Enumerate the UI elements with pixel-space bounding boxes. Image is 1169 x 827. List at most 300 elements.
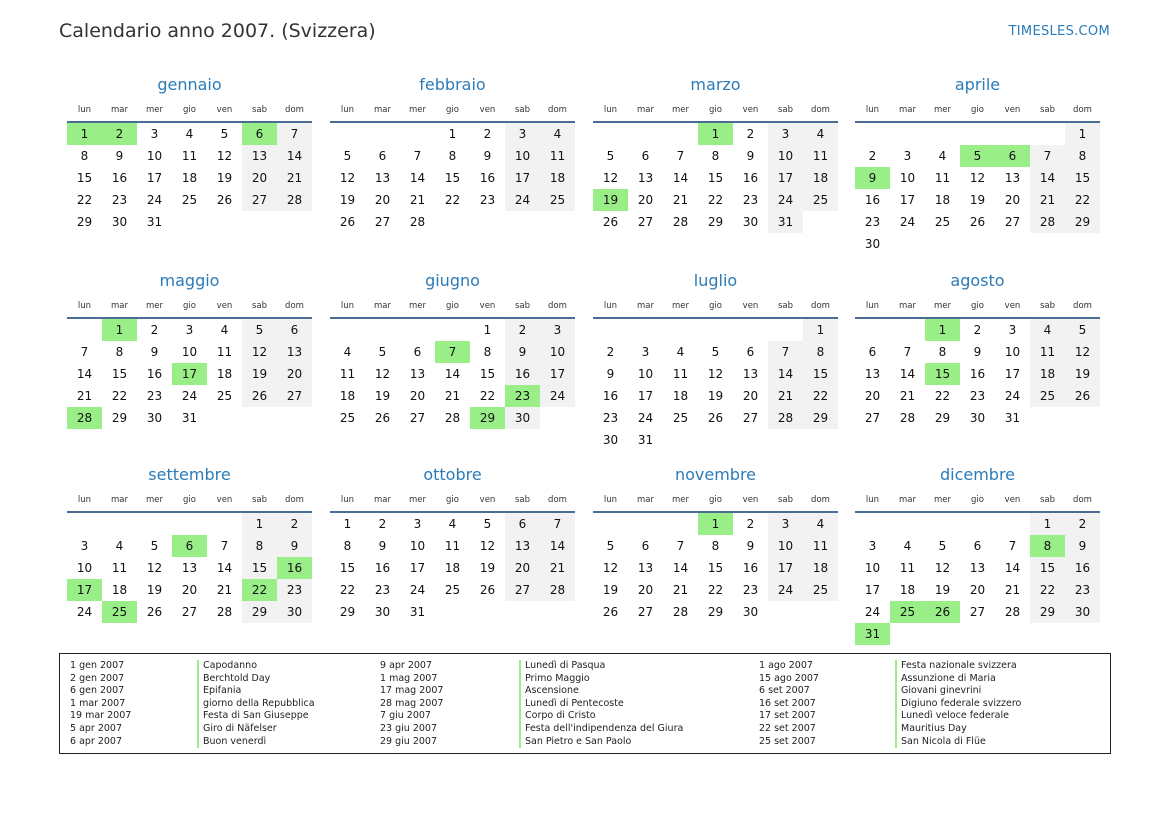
weekday-label: lun — [603, 105, 618, 115]
holiday-day: 16 — [277, 557, 312, 579]
weekday-label: mer — [408, 301, 426, 311]
week-row — [67, 535, 312, 557]
empty-cell — [207, 407, 242, 429]
empty-cell — [207, 211, 242, 233]
empty-cell — [925, 123, 960, 145]
day-cell: 12 — [602, 171, 619, 185]
day-cell: 3 — [185, 323, 194, 337]
empty-cell — [925, 233, 960, 255]
day-cell: 16 — [864, 193, 881, 207]
legend-names-2 — [519, 660, 683, 748]
weekend-day: 10 — [505, 145, 540, 167]
empty-cell — [890, 513, 925, 535]
weekend-day: 17 — [768, 167, 803, 189]
day-cell: 31 — [146, 215, 163, 229]
week-row — [855, 233, 1100, 255]
day-cell: 19 — [374, 389, 391, 403]
weekday-label: sab — [777, 301, 794, 311]
day-cell: 17 — [899, 193, 916, 207]
week-row — [67, 579, 312, 601]
legend-holiday-date: 16 set 2007 — [759, 697, 816, 709]
week-row — [855, 145, 1100, 167]
week-row — [67, 557, 312, 579]
day-cell: 3 — [903, 149, 912, 163]
legend-holiday-name: Lunedì di Pasqua — [519, 660, 683, 673]
day-cell: 26 — [969, 215, 986, 229]
empty-cell — [277, 211, 312, 233]
weekday-header — [855, 487, 1100, 513]
day-cell: 19 — [707, 389, 724, 403]
holiday-day: 28 — [67, 407, 102, 429]
weekday-label: gio — [183, 105, 196, 115]
weekend-day: 9 — [1065, 535, 1100, 557]
week-row — [330, 601, 575, 623]
empty-cell — [960, 123, 995, 145]
weekend-day: 18 — [803, 557, 838, 579]
week-row — [855, 407, 1100, 429]
day-cell: 25 — [339, 411, 356, 425]
month-name: marzo — [690, 75, 741, 94]
holiday-day: 25 — [890, 601, 925, 623]
day-cell: 7 — [80, 345, 89, 359]
day-cell: 27 — [1004, 215, 1021, 229]
day-cell: 12 — [339, 171, 356, 185]
empty-cell — [960, 623, 995, 645]
day-cell: 7 — [903, 345, 912, 359]
weekday-label: ven — [216, 105, 233, 115]
weekday-label: dom — [1073, 105, 1092, 115]
empty-cell — [663, 123, 698, 145]
weekday-label: mer — [145, 105, 163, 115]
empty-cell — [995, 233, 1030, 255]
holiday-day: 22 — [242, 579, 277, 601]
holiday-day: 29 — [470, 407, 505, 429]
empty-cell — [925, 623, 960, 645]
day-cell: 13 — [742, 367, 759, 381]
week-row — [330, 167, 575, 189]
day-cell: 20 — [742, 389, 759, 403]
day-cell: 23 — [146, 389, 163, 403]
day-cell: 6 — [746, 345, 755, 359]
weekend-day: 24 — [505, 189, 540, 211]
day-cell: 23 — [742, 583, 759, 597]
weekday-header — [330, 97, 575, 123]
day-cell: 17 — [409, 561, 426, 575]
day-cell: 2 — [150, 323, 159, 337]
day-cell: 21 — [409, 193, 426, 207]
empty-cell — [540, 601, 575, 623]
empty-cell — [628, 123, 663, 145]
holiday-day: 17 — [67, 579, 102, 601]
day-cell: 14 — [672, 561, 689, 575]
month-name: maggio — [159, 271, 220, 290]
day-cell: 24 — [409, 583, 426, 597]
day-cell: 12 — [707, 367, 724, 381]
day-cell: 14 — [409, 171, 426, 185]
week-row — [330, 579, 575, 601]
weekend-day: 10 — [540, 341, 575, 363]
day-cell: 30 — [864, 237, 881, 251]
day-cell: 27 — [181, 605, 198, 619]
weekday-label: gio — [183, 495, 196, 505]
legend-holiday-name: Corpo di Cristo — [519, 710, 683, 723]
weekday-label: lun — [865, 495, 880, 505]
day-cell: 15 — [707, 561, 724, 575]
day-cell: 2 — [973, 323, 982, 337]
weekend-day: 1 — [242, 513, 277, 535]
week-row — [855, 211, 1100, 233]
day-cell: 28 — [216, 605, 233, 619]
legend-holiday-name: Epifania — [197, 685, 315, 698]
week-row — [855, 341, 1100, 363]
day-cell: 22 — [444, 193, 461, 207]
empty-cell — [995, 513, 1030, 535]
week-row — [330, 535, 575, 557]
weekend-day: 3 — [768, 513, 803, 535]
holiday-day: 25 — [102, 601, 137, 623]
day-cell: 14 — [444, 367, 461, 381]
weekday-label: mar — [374, 301, 391, 311]
weekend-day: 15 — [1030, 557, 1065, 579]
weekend-day: 19 — [242, 363, 277, 385]
weekend-day: 22 — [1030, 579, 1065, 601]
day-cell: 25 — [672, 411, 689, 425]
weekday-header — [67, 293, 312, 319]
day-cell: 31 — [637, 433, 654, 447]
legend-holiday-date: 6 gen 2007 — [70, 685, 125, 697]
week-row — [593, 363, 838, 385]
week-row — [855, 513, 1100, 535]
weekend-day: 19 — [1065, 363, 1100, 385]
day-cell: 13 — [637, 561, 654, 575]
day-cell: 11 — [339, 367, 356, 381]
empty-cell — [435, 319, 470, 341]
weekday-label: mer — [671, 105, 689, 115]
day-cell: 29 — [76, 215, 93, 229]
empty-cell — [330, 123, 365, 145]
day-cell: 8 — [115, 345, 124, 359]
week-row — [593, 123, 838, 145]
month-name: luglio — [693, 271, 738, 290]
holiday-day: 5 — [960, 145, 995, 167]
day-cell: 14 — [899, 367, 916, 381]
empty-cell — [470, 211, 505, 233]
day-cell: 10 — [899, 171, 916, 185]
weekday-label: sab — [251, 105, 268, 115]
day-cell: 2 — [483, 127, 492, 141]
day-cell: 16 — [742, 561, 759, 575]
day-cell: 28 — [672, 605, 689, 619]
day-cell: 18 — [181, 171, 198, 185]
empty-cell — [890, 319, 925, 341]
empty-cell — [768, 601, 803, 623]
day-cell: 18 — [111, 583, 128, 597]
day-cell: 11 — [444, 539, 461, 553]
week-row — [593, 167, 838, 189]
day-cell: 21 — [1004, 583, 1021, 597]
day-cell: 1 — [483, 323, 492, 337]
day-cell: 5 — [483, 517, 492, 531]
empty-cell — [698, 319, 733, 341]
holiday-day: 8 — [1030, 535, 1065, 557]
day-cell: 6 — [641, 149, 650, 163]
day-cell: 23 — [969, 389, 986, 403]
month-aprile — [855, 73, 1100, 255]
empty-cell — [733, 429, 768, 451]
weekday-label: mer — [671, 495, 689, 505]
page-title: Calendario anno 2007. (Svizzera) — [59, 20, 376, 42]
weekend-day: 8 — [1065, 145, 1100, 167]
weekday-label: sab — [514, 495, 531, 505]
month-gennaio — [67, 73, 312, 233]
day-cell: 19 — [146, 583, 163, 597]
day-cell: 6 — [641, 539, 650, 553]
day-cell: 3 — [1008, 323, 1017, 337]
week-row — [855, 623, 1100, 645]
day-cell: 2 — [606, 345, 615, 359]
weekday-label: lun — [340, 495, 355, 505]
weekend-day: 6 — [505, 513, 540, 535]
day-cell: 10 — [409, 539, 426, 553]
week-row — [330, 407, 575, 429]
day-cell: 10 — [864, 561, 881, 575]
day-cell: 8 — [711, 149, 720, 163]
holiday-day: 1 — [698, 123, 733, 145]
week-row — [855, 167, 1100, 189]
weekend-day: 17 — [505, 167, 540, 189]
weekday-label: gio — [709, 495, 722, 505]
day-cell: 25 — [444, 583, 461, 597]
day-cell: 18 — [216, 367, 233, 381]
day-cell: 5 — [343, 149, 352, 163]
legend-names-1 — [197, 660, 315, 748]
weekend-day: 14 — [277, 145, 312, 167]
day-cell: 19 — [339, 193, 356, 207]
empty-cell — [995, 623, 1030, 645]
day-cell: 12 — [602, 561, 619, 575]
weekend-day: 4 — [803, 123, 838, 145]
day-cell: 13 — [374, 171, 391, 185]
day-cell: 11 — [216, 345, 233, 359]
legend-holiday-name: Mauritius Day — [895, 723, 1021, 736]
day-cell: 23 — [479, 193, 496, 207]
weekend-day: 13 — [277, 341, 312, 363]
day-cell: 7 — [413, 149, 422, 163]
weekday-label: mer — [145, 495, 163, 505]
weekday-label: ven — [742, 105, 759, 115]
weekday-label: mar — [637, 301, 654, 311]
week-row — [67, 385, 312, 407]
site-link[interactable]: TIMESLES.COM — [1008, 24, 1110, 39]
day-cell: 13 — [969, 561, 986, 575]
day-cell: 9 — [746, 149, 755, 163]
week-row — [855, 123, 1100, 145]
legend-holiday-date: 5 apr 2007 — [70, 722, 123, 734]
legend-names-3 — [895, 660, 1021, 748]
weekday-label: dom — [285, 495, 304, 505]
weekend-day: 18 — [803, 167, 838, 189]
week-row — [330, 319, 575, 341]
weekend-day: 28 — [277, 189, 312, 211]
holiday-day: 1 — [67, 123, 102, 145]
day-cell: 16 — [742, 171, 759, 185]
empty-cell — [242, 407, 277, 429]
legend-holiday-name: Assunzione di Maria — [895, 673, 1021, 686]
week-row — [67, 341, 312, 363]
day-cell: 5 — [220, 127, 229, 141]
empty-cell — [435, 601, 470, 623]
weekend-day: 5 — [242, 319, 277, 341]
weekend-day: 16 — [505, 363, 540, 385]
weekend-day: 20 — [277, 363, 312, 385]
week-row — [67, 319, 312, 341]
holiday-day: 1 — [698, 513, 733, 535]
week-row — [330, 557, 575, 579]
day-cell: 20 — [409, 389, 426, 403]
weekend-day: 14 — [540, 535, 575, 557]
weekend-day: 21 — [540, 557, 575, 579]
day-cell: 15 — [76, 171, 93, 185]
day-cell: 21 — [76, 389, 93, 403]
day-cell: 24 — [637, 411, 654, 425]
weekday-label: sab — [1039, 301, 1056, 311]
empty-cell — [803, 601, 838, 623]
day-cell: 11 — [181, 149, 198, 163]
weekend-day: 11 — [803, 145, 838, 167]
weekend-day: 13 — [505, 535, 540, 557]
day-cell: 20 — [637, 193, 654, 207]
day-cell: 12 — [969, 171, 986, 185]
empty-cell — [505, 601, 540, 623]
weekday-header — [330, 487, 575, 513]
holiday-day: 6 — [995, 145, 1030, 167]
day-cell: 20 — [181, 583, 198, 597]
day-cell: 31 — [181, 411, 198, 425]
weekend-day: 14 — [1030, 167, 1065, 189]
month-marzo — [593, 73, 838, 233]
day-cell: 7 — [676, 539, 685, 553]
day-cell: 29 — [339, 605, 356, 619]
day-cell: 16 — [602, 389, 619, 403]
day-cell: 24 — [76, 605, 93, 619]
week-row — [593, 145, 838, 167]
day-cell: 2 — [746, 517, 755, 531]
weekday-header — [855, 97, 1100, 123]
week-row — [330, 513, 575, 535]
weekday-label: ven — [216, 495, 233, 505]
day-cell: 21 — [672, 193, 689, 207]
weekend-day: 1 — [803, 319, 838, 341]
day-cell: 15 — [339, 561, 356, 575]
day-cell: 21 — [672, 583, 689, 597]
legend-holiday-name: giorno della Repubblica — [197, 698, 315, 711]
weekend-day: 4 — [1030, 319, 1065, 341]
weekend-day: 27 — [242, 189, 277, 211]
week-row — [593, 429, 838, 451]
day-cell: 18 — [444, 561, 461, 575]
legend-holiday-date: 7 giu 2007 — [380, 710, 431, 722]
day-cell: 30 — [602, 433, 619, 447]
day-cell: 29 — [934, 411, 951, 425]
month-name: aprile — [954, 75, 1001, 94]
weekend-day: 15 — [242, 557, 277, 579]
empty-cell — [628, 319, 663, 341]
legend-holiday-date: 19 mar 2007 — [70, 710, 132, 722]
day-cell: 13 — [1004, 171, 1021, 185]
weekend-day: 20 — [242, 167, 277, 189]
weekend-day: 8 — [803, 341, 838, 363]
empty-cell — [330, 319, 365, 341]
weekday-label: mar — [899, 495, 916, 505]
week-row — [593, 189, 838, 211]
weekday-label: gio — [446, 495, 459, 505]
day-cell: 26 — [602, 215, 619, 229]
day-cell: 8 — [483, 345, 492, 359]
week-row — [593, 513, 838, 535]
empty-cell — [1065, 623, 1100, 645]
day-cell: 11 — [934, 171, 951, 185]
weekend-day: 2 — [505, 319, 540, 341]
weekend-day: 1 — [1030, 513, 1065, 535]
week-row — [330, 363, 575, 385]
weekday-label: mar — [111, 495, 128, 505]
legend-holiday-date: 1 mar 2007 — [70, 697, 126, 709]
weekday-label: ven — [742, 495, 759, 505]
empty-cell — [1030, 233, 1065, 255]
day-cell: 6 — [868, 345, 877, 359]
legend-holiday-date: 23 giu 2007 — [380, 722, 437, 734]
day-cell: 26 — [707, 411, 724, 425]
weekend-day: 15 — [1065, 167, 1100, 189]
empty-cell — [277, 407, 312, 429]
weekday-label: sab — [777, 105, 794, 115]
day-cell: 29 — [111, 411, 128, 425]
legend-holiday-date: 28 mag 2007 — [380, 697, 444, 709]
day-cell: 13 — [181, 561, 198, 575]
legend-holiday-name: Primo Maggio — [519, 673, 683, 686]
day-cell: 12 — [479, 539, 496, 553]
weekday-header — [593, 293, 838, 319]
day-cell: 30 — [742, 605, 759, 619]
holiday-day: 19 — [593, 189, 628, 211]
legend-holiday-name: Digiuno federale svizzero — [895, 698, 1021, 711]
day-cell: 19 — [969, 193, 986, 207]
weekday-label: mer — [671, 301, 689, 311]
day-cell: 10 — [1004, 345, 1021, 359]
month-name: giugno — [425, 271, 480, 290]
week-row — [330, 145, 575, 167]
weekday-label: dom — [811, 301, 830, 311]
day-cell: 1 — [448, 127, 457, 141]
holiday-legend — [59, 653, 1111, 754]
empty-cell — [137, 513, 172, 535]
weekend-day: 29 — [1065, 211, 1100, 233]
day-cell: 31 — [409, 605, 426, 619]
week-row — [67, 123, 312, 145]
weekend-day: 13 — [242, 145, 277, 167]
month-name: novembre — [674, 465, 757, 484]
day-cell: 23 — [742, 193, 759, 207]
day-cell: 22 — [707, 583, 724, 597]
day-cell: 30 — [146, 411, 163, 425]
day-cell: 6 — [378, 149, 387, 163]
day-cell: 9 — [115, 149, 124, 163]
day-cell: 23 — [602, 411, 619, 425]
weekend-day: 11 — [803, 535, 838, 557]
day-cell: 4 — [115, 539, 124, 553]
weekday-label: sab — [1039, 495, 1056, 505]
weekend-day: 17 — [768, 557, 803, 579]
